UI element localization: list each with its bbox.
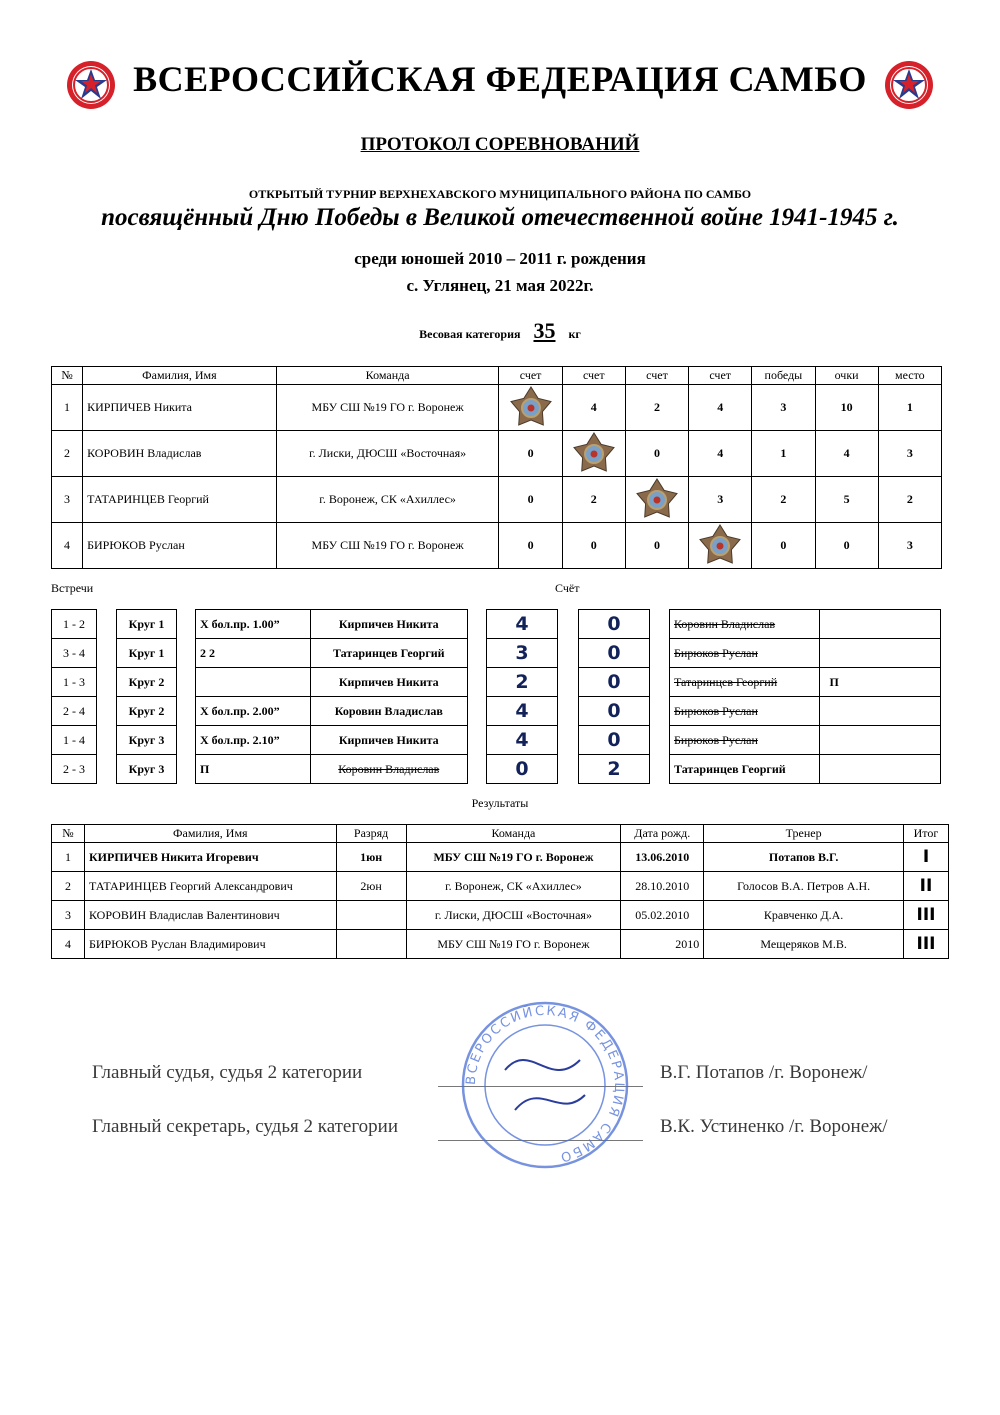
bout-row	[117, 668, 177, 697]
results-label: Результаты	[471, 796, 529, 810]
bout-rounds	[116, 609, 177, 784]
bout-score-a-cell: 2	[487, 668, 558, 697]
results-row	[52, 930, 949, 959]
bout-details	[195, 609, 468, 784]
wins-cell: 2	[752, 477, 815, 523]
bout-pairs	[51, 609, 97, 784]
place-date: с. Углянец, 21 мая 2022г.	[406, 276, 594, 295]
place-cell: 3	[878, 523, 941, 569]
bout-score-a-cell: 4	[487, 697, 558, 726]
results-row	[52, 843, 949, 872]
bout-round: Круг 3	[117, 726, 177, 755]
standings-row	[52, 431, 942, 477]
diagonal-medal-cell	[625, 477, 688, 523]
team-cell: МБУ СШ №19 ГО г. Воронеж	[406, 930, 621, 959]
judge-title: Главный судья, судья 2 категории	[92, 1062, 363, 1083]
standings-row	[52, 477, 942, 523]
bout-note	[819, 639, 940, 668]
col-header: Итог	[903, 825, 948, 843]
bout-pair: 1 - 4	[52, 726, 97, 755]
final-result-cell: I	[903, 843, 948, 872]
weight-unit: кг	[568, 327, 581, 341]
bout-row	[670, 668, 941, 697]
score-cell: 2	[625, 385, 688, 431]
score-cell: 0	[562, 523, 625, 569]
bout-opponent: Татаринцев Георгий	[670, 668, 820, 697]
row-number: 2	[52, 872, 85, 901]
athlete-name: КОРОВИН Владислав	[83, 431, 277, 477]
wins-cell: 1	[752, 431, 815, 477]
bout-pair: 2 - 4	[52, 697, 97, 726]
bout-pair: 1 - 2	[52, 610, 97, 639]
dob-cell: 05.02.2010	[621, 901, 704, 930]
coach-cell: Голосов В.А. Петров А.Н.	[704, 872, 904, 901]
meetings-label: Встречи	[51, 581, 94, 595]
standings-header-row	[52, 367, 942, 385]
team-cell: г. Воронеж, СК «Ахиллес»	[406, 872, 621, 901]
col-header: Фамилия, Имя	[84, 825, 336, 843]
bout-row	[52, 610, 97, 639]
dob-cell: 2010	[621, 930, 704, 959]
bout-round: Круг 1	[117, 610, 177, 639]
bout-row	[487, 639, 558, 668]
official-stamp	[460, 1000, 630, 1170]
bout-opponent: Бирюков Руслан	[670, 697, 820, 726]
points-cell: 0	[815, 523, 878, 569]
col-header: Тренер	[704, 825, 904, 843]
bout-score-a-cell: 4	[487, 610, 558, 639]
col-header: победы	[752, 367, 815, 385]
col-header: очки	[815, 367, 878, 385]
bout-row	[670, 755, 941, 784]
row-number: 3	[52, 477, 83, 523]
col-header: Фамилия, Имя	[83, 367, 277, 385]
final-result-cell: III	[903, 930, 948, 959]
bout-row	[117, 726, 177, 755]
score-cell: 4	[689, 431, 752, 477]
weight-label: Весовая категория	[419, 327, 521, 341]
bout-row	[196, 726, 468, 755]
bout-row	[487, 668, 558, 697]
coach-cell: Потапов В.Г.	[704, 843, 904, 872]
athlete-full-name: БИРЮКОВ Руслан Владимирович	[84, 930, 336, 959]
place-cell: 2	[878, 477, 941, 523]
secretary-title: Главный секретарь, судья 2 категории	[92, 1116, 399, 1137]
order-medal-icon	[698, 524, 742, 568]
bout-detail: П	[196, 755, 311, 784]
bout-score-b-cell: 2	[579, 755, 650, 784]
age-group: среди юношей 2010 – 2011 г. рождения	[354, 249, 646, 268]
score-cell: 0	[499, 431, 562, 477]
bout-note	[819, 726, 940, 755]
svg-text:ВСЕРОССИЙСКАЯ ФЕДЕРАЦИЯ САМБО: ВСЕРОССИЙСКАЯ ФЕДЕРАЦИЯ САМБО	[463, 1003, 627, 1165]
row-number: 1	[52, 843, 85, 872]
bout-winner: Кирпичев Никита	[310, 610, 467, 639]
bout-row	[579, 755, 650, 784]
bout-row	[670, 610, 941, 639]
bout-score-b-cell: 0	[579, 697, 650, 726]
bout-detail: 2 2	[196, 639, 311, 668]
points-cell: 4	[815, 431, 878, 477]
bout-row	[670, 639, 941, 668]
bout-detail: Х бол.пр. 2.10”	[196, 726, 311, 755]
score-cell: 4	[689, 385, 752, 431]
athlete-name: БИРЮКОВ Руслан	[83, 523, 277, 569]
bout-note: П	[819, 668, 940, 697]
bout-score-b	[578, 609, 650, 784]
col-header: №	[52, 825, 85, 843]
score-label: Счёт	[555, 581, 580, 595]
bout-score-a-cell: 4	[487, 726, 558, 755]
score-cell: 0	[499, 523, 562, 569]
bout-score-b-cell: 0	[579, 639, 650, 668]
bout-note	[819, 610, 940, 639]
bout-score-b-cell: 0	[579, 668, 650, 697]
bout-note	[819, 755, 940, 784]
team-cell: МБУ СШ №19 ГО г. Воронеж	[406, 843, 621, 872]
score-cell: 0	[499, 477, 562, 523]
col-header: Команда	[276, 367, 499, 385]
rank-cell: 1юн	[336, 843, 406, 872]
bout-score-a	[486, 609, 558, 784]
bout-row	[196, 639, 468, 668]
bout-row	[579, 726, 650, 755]
bout-detail: Х бол.пр. 1.00”	[196, 610, 311, 639]
bout-row	[52, 755, 97, 784]
bout-row	[579, 668, 650, 697]
results-table	[51, 824, 949, 959]
points-cell: 10	[815, 385, 878, 431]
weight-value: 35	[533, 318, 556, 343]
row-number: 2	[52, 431, 83, 477]
coach-cell: Мещеряков М.В.	[704, 930, 904, 959]
bout-row	[52, 726, 97, 755]
bout-winner: Коровин Владислав	[310, 697, 467, 726]
bout-score-a-cell: 0	[487, 755, 558, 784]
col-header: счет	[562, 367, 625, 385]
athlete-full-name: ТАТАРИНЦЕВ Георгий Александрович	[84, 872, 336, 901]
bout-detail	[196, 668, 311, 697]
col-header: №	[52, 367, 83, 385]
bout-row	[196, 610, 468, 639]
score-cell: 0	[625, 523, 688, 569]
score-cell: 0	[625, 431, 688, 477]
bout-row	[52, 668, 97, 697]
wins-cell: 0	[752, 523, 815, 569]
row-number: 1	[52, 385, 83, 431]
bout-row	[196, 697, 468, 726]
score-cell: 4	[562, 385, 625, 431]
bout-row	[117, 697, 177, 726]
bout-row	[52, 697, 97, 726]
standings-table	[51, 366, 942, 569]
bout-row	[579, 610, 650, 639]
bout-row	[579, 697, 650, 726]
bout-row	[52, 639, 97, 668]
coach-cell: Кравченко Д.А.	[704, 901, 904, 930]
weight-category	[0, 318, 1000, 344]
bout-round: Круг 2	[117, 668, 177, 697]
athlete-name: ТАТАРИНЦЕВ Георгий	[83, 477, 277, 523]
bout-score-b-cell: 0	[579, 610, 650, 639]
rank-cell: 2юн	[336, 872, 406, 901]
col-header: Разряд	[336, 825, 406, 843]
athlete-full-name: КОРОВИН Владислав Валентинович	[84, 901, 336, 930]
results-header-row	[52, 825, 949, 843]
bout-score-b-cell: 0	[579, 726, 650, 755]
judge-name: В.Г. Потапов /г. Воронеж/	[660, 1062, 868, 1083]
final-result-cell: III	[903, 901, 948, 930]
bout-row	[487, 610, 558, 639]
bout-opponent: Бирюков Руслан	[670, 639, 820, 668]
bout-round: Круг 1	[117, 639, 177, 668]
bout-row	[196, 668, 468, 697]
bout-pair: 3 - 4	[52, 639, 97, 668]
bout-opponent: Татаринцев Георгий	[670, 755, 820, 784]
bout-row	[196, 755, 468, 784]
dedication-line: посвящённый Дню Победы в Великой отечественной войне 1941-1945 г.	[101, 204, 899, 231]
col-header: Команда	[406, 825, 621, 843]
score-cell: 2	[562, 477, 625, 523]
bout-note	[819, 697, 940, 726]
secretary-name: В.К. Устиненко /г. Воронеж/	[660, 1116, 888, 1137]
row-number: 4	[52, 930, 85, 959]
standings-row	[52, 385, 942, 431]
bout-winner: Кирпичев Никита	[310, 668, 467, 697]
score-cell: 3	[689, 477, 752, 523]
athlete-name: КИРПИЧЕВ Никита	[83, 385, 277, 431]
col-header: Дата рожд.	[621, 825, 704, 843]
tournament-title: ОТКРЫТЫЙ ТУРНИР ВЕРХНЕХАВСКОГО МУНИЦИПАЛЬНОГО РАЙОНА ПО САМБО	[248, 187, 752, 201]
bout-row	[117, 755, 177, 784]
dob-cell: 28.10.2010	[621, 872, 704, 901]
team-name: г. Воронеж, СК «Ахиллес»	[276, 477, 499, 523]
bout-row	[487, 755, 558, 784]
diagonal-medal-cell	[562, 431, 625, 477]
federation-title: ВСЕРОССИЙСКАЯ ФЕДЕРАЦИЯ САМБО	[133, 59, 867, 99]
bout-opponent: Бирюков Руслан	[670, 726, 820, 755]
dob-cell: 13.06.2010	[621, 843, 704, 872]
bout-row	[487, 697, 558, 726]
place-cell: 3	[878, 431, 941, 477]
diagonal-medal-cell	[689, 523, 752, 569]
bout-row	[117, 639, 177, 668]
bout-winner: Кирпичев Никита	[310, 726, 467, 755]
bout-winner: Коровин Владислав	[310, 755, 467, 784]
bout-losers	[669, 609, 941, 784]
age-group-line	[0, 245, 1000, 299]
bout-winner: Татаринцев Георгий	[310, 639, 467, 668]
athlete-full-name: КИРПИЧЕВ Никита Игоревич	[84, 843, 336, 872]
bout-pair: 2 - 3	[52, 755, 97, 784]
bout-row	[670, 726, 941, 755]
wins-cell: 3	[752, 385, 815, 431]
bout-row	[117, 610, 177, 639]
order-medal-icon	[509, 386, 553, 430]
final-result-cell: II	[903, 872, 948, 901]
bout-row	[579, 639, 650, 668]
order-medal-icon	[635, 478, 679, 522]
place-cell: 1	[878, 385, 941, 431]
diagonal-medal-cell	[499, 385, 562, 431]
bout-score-a-cell: 3	[487, 639, 558, 668]
bout-row	[670, 697, 941, 726]
team-name: МБУ СШ №19 ГО г. Воронеж	[276, 385, 499, 431]
rank-cell	[336, 901, 406, 930]
bout-row	[487, 726, 558, 755]
row-number: 3	[52, 901, 85, 930]
results-row	[52, 901, 949, 930]
bout-opponent: Коровин Владислав	[670, 610, 820, 639]
col-header: счет	[499, 367, 562, 385]
bout-round: Круг 3	[117, 755, 177, 784]
order-medal-icon	[572, 432, 616, 476]
standings-row	[52, 523, 942, 569]
col-header: счет	[689, 367, 752, 385]
protocol-title: ПРОТОКОЛ СОРЕВНОВАНИЙ	[360, 134, 640, 155]
bout-pair: 1 - 3	[52, 668, 97, 697]
col-header: место	[878, 367, 941, 385]
team-cell: г. Лиски, ДЮСШ «Восточная»	[406, 901, 621, 930]
col-header: счет	[625, 367, 688, 385]
team-name: г. Лиски, ДЮСШ «Восточная»	[276, 431, 499, 477]
bout-round: Круг 2	[117, 697, 177, 726]
team-name: МБУ СШ №19 ГО г. Воронеж	[276, 523, 499, 569]
points-cell: 5	[815, 477, 878, 523]
results-row	[52, 872, 949, 901]
row-number: 4	[52, 523, 83, 569]
bout-detail: Х бол.пр. 2.00”	[196, 697, 311, 726]
rank-cell	[336, 930, 406, 959]
